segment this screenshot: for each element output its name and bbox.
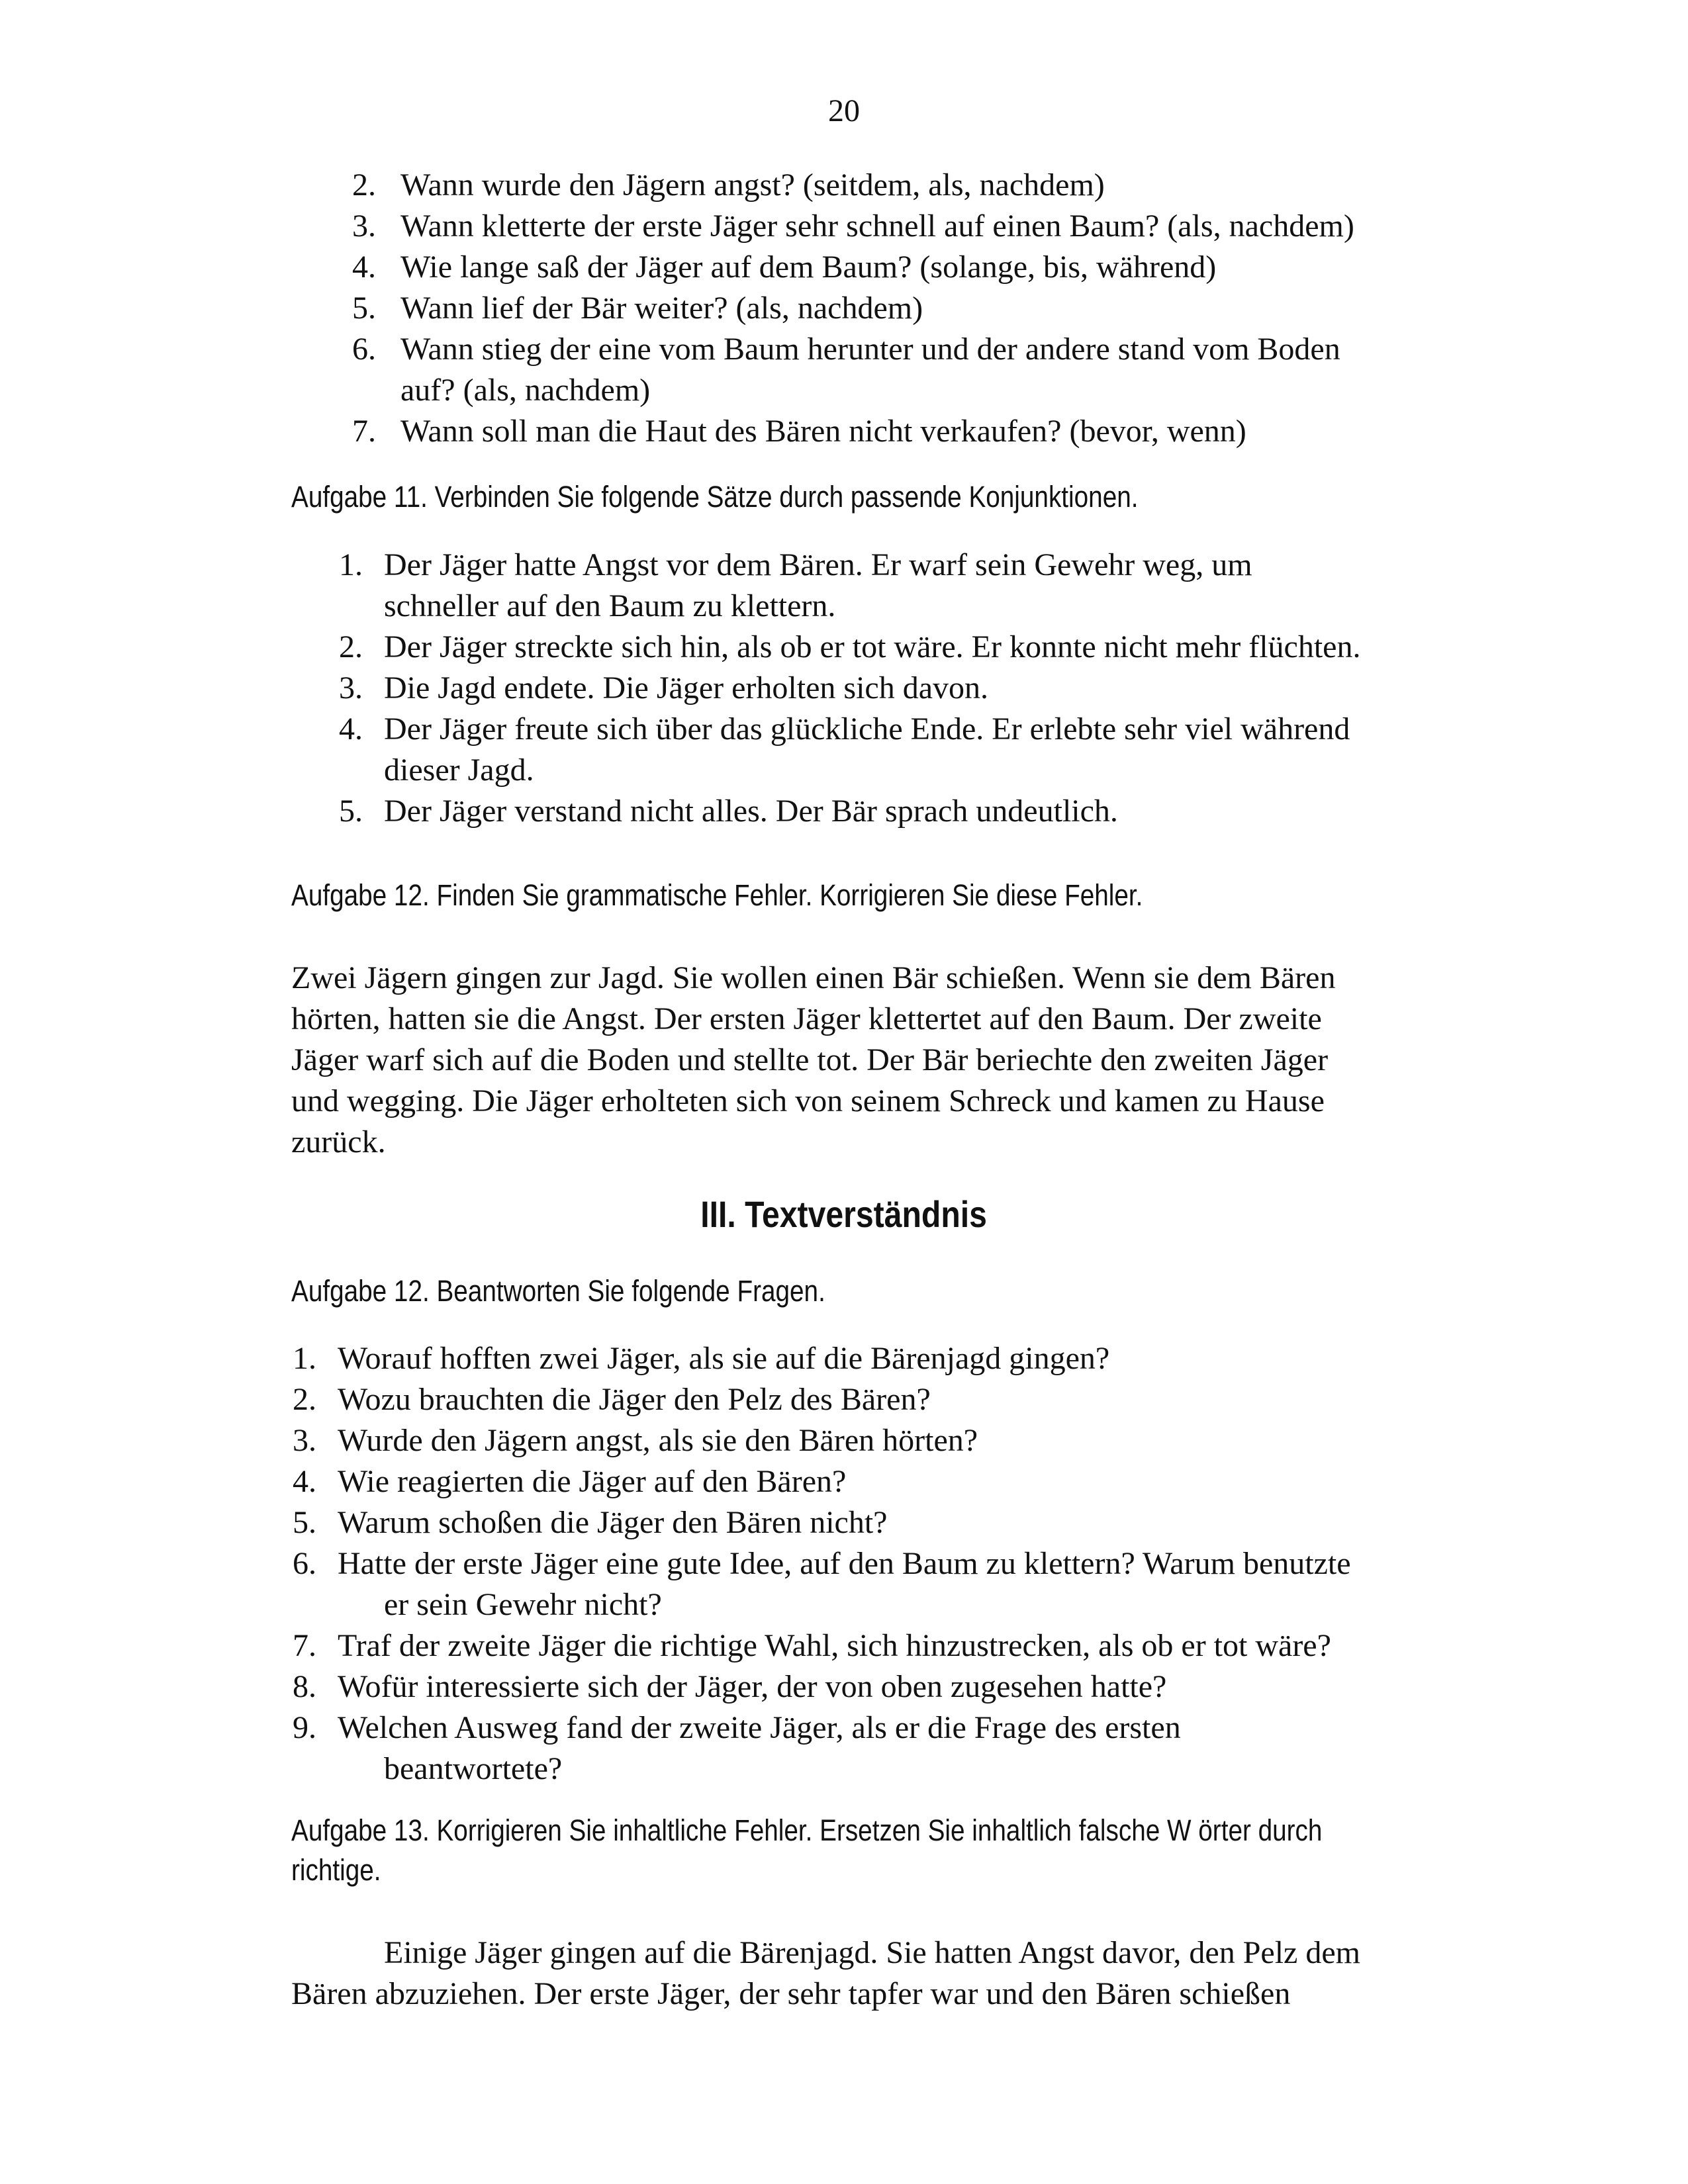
list-item-number: 5. [352, 291, 376, 326]
list-item-text: Hatte der erste Jäger eine gute Idee, auf den Baum zu klettern? Warum benutzte [338, 1546, 1351, 1581]
list-item-number: 4. [352, 250, 376, 285]
list-item-text-continued: auf? (als, nachdem) [400, 373, 651, 408]
task-13-heading-continued: richtige. [291, 1853, 381, 1887]
list-item-text: Wozu brauchten die Jäger den Pelz des Bären? [338, 1382, 931, 1417]
list-item-number: 2. [339, 629, 363, 664]
list-item-text: Wann stieg der eine vom Baum herunter und der andere stand vom Boden [400, 332, 1340, 367]
error-paragraph [291, 958, 1489, 1163]
list-item [0, 668, 1688, 709]
list-item-number: 4. [339, 711, 363, 747]
list-item-number: 5. [293, 1505, 316, 1540]
list-item-text: Wurde den Jägern angst, als sie den Bären hörten? [338, 1423, 978, 1458]
list-item [0, 1543, 1688, 1625]
list-item [0, 627, 1688, 668]
list-item [0, 1666, 1688, 1707]
list-item-number: 6. [352, 332, 376, 367]
section-title-text: III. Textverständnis [700, 1193, 988, 1235]
paragraph-line: zurück. [291, 1124, 386, 1160]
list-item [0, 206, 1688, 247]
list-item-text: Wie lange saß der Jäger auf dem Baum? (solange, bis, während) [400, 250, 1217, 285]
list-item-text-continued: schneller auf den Baum zu klettern. [384, 588, 836, 623]
list-item-text: Der Jäger streckte sich hin, als ob er tot wäre. Er konnte nicht mehr flüchten. [384, 629, 1361, 664]
list-item-number: 4. [293, 1464, 316, 1499]
sentence-list [0, 545, 1688, 832]
task-13-heading: Aufgabe 13. Korrigieren Sie inhaltliche Fehler. Ersetzen Sie inhaltlich falsche W örter durch [291, 1813, 1323, 1847]
list-item [0, 545, 1688, 627]
list-item [0, 1338, 1688, 1379]
list-item [0, 329, 1688, 411]
list-item-text: Wann soll man die Haut des Bären nicht verkaufen? (bevor, wenn) [400, 414, 1246, 449]
section-title [0, 1191, 1688, 1238]
list-item-number: 3. [339, 670, 363, 705]
paragraph-line: Jäger warf sich auf die Boden und stellte tot. Der Bär beriechte den zweiten Jäger [291, 1042, 1329, 1077]
page-number: 20 [828, 93, 860, 128]
list-item [0, 1379, 1688, 1420]
list-item [0, 165, 1688, 206]
list-item [0, 1707, 1688, 1790]
list-item-number: 1. [293, 1341, 316, 1376]
list-item-number: 7. [352, 414, 376, 449]
list-item-text: Welchen Ausweg fand der zweite Jäger, als er die Frage des ersten [338, 1710, 1181, 1745]
list-item-text: Der Jäger verstand nicht alles. Der Bär sprach undeutlich. [384, 794, 1118, 829]
list-item [0, 288, 1688, 329]
list-item-text: Der Jäger freute sich über das glückliche Ende. Er erlebte sehr viel während [384, 711, 1350, 747]
list-item-number: 2. [293, 1382, 316, 1417]
list-item-text: Wann wurde den Jägern angst? (seitdem, als, nachdem) [400, 167, 1105, 203]
list-item-number: 1. [339, 547, 363, 582]
list-item-number: 2. [352, 167, 376, 203]
task-12-grammar-heading: Aufgabe 12. Finden Sie grammatische Fehler. Korrigieren Sie diese Fehler. [291, 878, 1143, 912]
list-item [0, 709, 1688, 791]
list-item-number: 9. [293, 1710, 316, 1745]
list-item [0, 1420, 1688, 1461]
paragraph-line: und wegging. Die Jäger erholteten sich von seinem Schreck und kamen zu Hause [291, 1083, 1325, 1118]
list-item [0, 247, 1688, 288]
content-error-paragraph [291, 1933, 1489, 2015]
list-item-number: 5. [339, 794, 363, 829]
list-item-text: Der Jäger hatte Angst vor dem Bären. Er warf sein Gewehr weg, um [384, 547, 1252, 582]
list-item-text: Worauf hofften zwei Jäger, als sie auf die Bärenjagd gingen? [338, 1341, 1110, 1376]
list-item-text: Wann lief der Bär weiter? (als, nachdem) [400, 291, 923, 326]
list-item [0, 1625, 1688, 1666]
paragraph-line: hörten, hatten sie die Angst. Der ersten Jäger klettertet auf den Baum. Der zweite [291, 1001, 1322, 1036]
list-item-text-continued: beantwortete? [384, 1751, 563, 1786]
list-item-text: Wie reagierten die Jäger auf den Bären? [338, 1464, 847, 1499]
list-item-text-continued: dieser Jagd. [384, 752, 534, 788]
list-item-number: 8. [293, 1669, 316, 1704]
list-item-number: 7. [293, 1628, 316, 1663]
list-item-number: 3. [352, 208, 376, 244]
list-item-text: Traf der zweite Jäger die richtige Wahl, sich hinzustrecken, als ob er tot wäre? [338, 1628, 1331, 1663]
paragraph-line: Einige Jäger gingen auf die Bärenjagd. Sie hatten Angst davor, den Pelz dem [384, 1935, 1360, 1970]
list-item-text: Wofür interessierte sich der Jäger, der von oben zugesehen hatte? [338, 1669, 1167, 1704]
paragraph-line: Bären abzuziehen. Der erste Jäger, der sehr tapfer war und den Bären schießen [291, 1976, 1291, 2011]
task-11-heading: Aufgabe 11. Verbinden Sie folgende Sätze durch passende Konjunktionen. [291, 480, 1139, 514]
list-item-text: Warum schoßen die Jäger den Bären nicht? [338, 1505, 888, 1540]
list-item [0, 1502, 1688, 1543]
list-item [0, 1461, 1688, 1502]
list-item [0, 411, 1688, 452]
list-item-number: 3. [293, 1423, 316, 1458]
list-item-number: 6. [293, 1546, 316, 1581]
comprehension-question-list [0, 1338, 1688, 1790]
list-item-text: Wann kletterte der erste Jäger sehr schnell auf einen Baum? (als, nachdem) [400, 208, 1354, 244]
task-12-questions-heading: Aufgabe 12. Beantworten Sie folgende Fragen. [291, 1274, 825, 1308]
question-list-continued [0, 165, 1688, 452]
list-item [0, 791, 1688, 832]
paragraph-line: Zwei Jägern gingen zur Jagd. Sie wollen einen Bär schießen. Wenn sie dem Bären [291, 960, 1336, 995]
list-item-text-continued: er sein Gewehr nicht? [384, 1587, 662, 1622]
list-item-text: Die Jagd endete. Die Jäger erholten sich davon. [384, 670, 989, 705]
